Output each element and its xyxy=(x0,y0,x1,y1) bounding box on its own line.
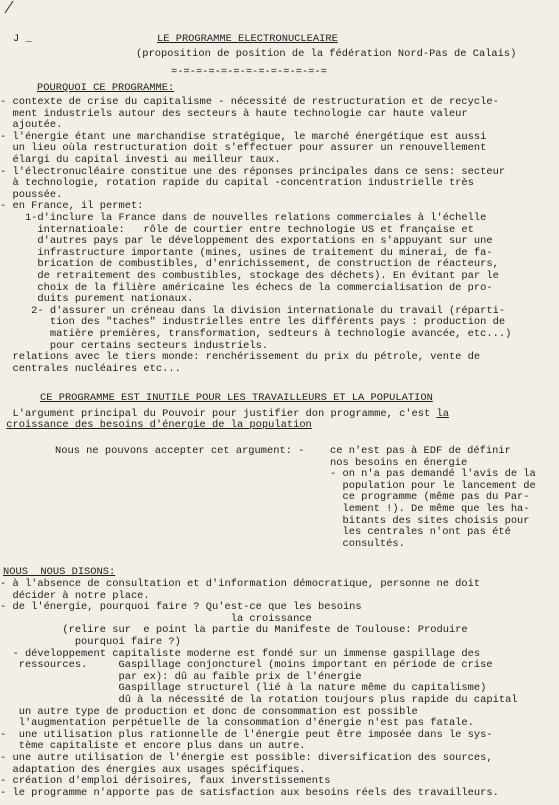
text-line: - de l'énergie, pourquoi faire ? Qu'est-ce que les besoins xyxy=(0,601,362,614)
text-line: Gaspillage structurel (lié à la nature même du capitalisme) xyxy=(0,682,487,695)
text-line: un autre type de production et donc de consommation est possible xyxy=(0,705,418,718)
intro-line-2 xyxy=(0,420,312,431)
text-line: - l'énergie étant une marchandise stratégique, le marché énergétique est aussi xyxy=(0,130,487,143)
text-line: les centrales n'ont pas été xyxy=(330,526,511,539)
text-line: choix de la filière américaine les échecs de la commercialisation de pro- xyxy=(0,281,493,294)
text-line: pourquoi faire ?) xyxy=(0,636,181,648)
text-line: tion des "taches" industrielles entre les différents pays : production de xyxy=(0,316,506,329)
corner-stroke-icon xyxy=(4,0,14,14)
text-line: nos besoins en énergie xyxy=(330,456,468,469)
intro-underlined-1: la xyxy=(436,408,449,420)
text-line: lement !). De même que les ha- xyxy=(330,503,530,515)
text-line: consultés. xyxy=(330,537,405,550)
text-line: matière premières, transformation, sedteurs à technologie avancée, etc...) xyxy=(0,328,512,340)
text-line: population pour le lancement de xyxy=(330,479,536,492)
argument-lead: Nous ne pouvons accepter cet argument: - xyxy=(55,445,305,457)
text-line: centrales nucléaires etc... xyxy=(0,362,181,375)
section-heading-nous-disons: NOUS NOUS DISONS: xyxy=(3,566,116,578)
text-line: infrastructure importante (mines, usines de traitement du minerai, de fa- xyxy=(0,246,493,259)
title-rule: =-=-=-=-=-=-=-=-=-=-=-=-= xyxy=(171,66,327,78)
text-line: - en France, il permet: xyxy=(0,200,144,213)
text-line: - création d'emploi dérisoires, faux inverstissements xyxy=(0,775,331,788)
section-heading-inutile: CE PROGRAMME EST INUTILE POUR LES TRAVAILLEURS ET LA POPULATION xyxy=(40,392,433,404)
text-line: adaptation des énergies aux usages spécifiques. xyxy=(0,763,306,776)
text-line: - développement capitaliste moderne est fondé sur un immense gaspillage des xyxy=(0,647,481,660)
text-line: - une utilisation plus rationnelle de l'énergie peut être imposée dans le sys- xyxy=(0,728,493,741)
intro-underlined-2: croissance des besoins d'énergie de la population xyxy=(6,419,312,431)
text-line: internatioale: rôle de courtier entre technologie US et française et xyxy=(0,223,474,236)
text-line: (relire sur e point la partie du Manifeste de Toulouse: Produire xyxy=(0,624,468,637)
text-line: - on n'a pas demandé l'avis de la xyxy=(330,468,536,481)
text-line: dû à la nécessité de la rotation toujours plus rapide du capital xyxy=(0,694,518,706)
document-title: LE PROGRAMME ELECTRONUCLEAIRE xyxy=(157,33,338,45)
intro-text-1: L'argument principal du Pouvoir pour justifier don programme, c'est xyxy=(0,408,437,420)
text-line: par ex): dû au faible prix de l'énergie xyxy=(0,670,362,683)
text-line: - contexte de crise du capitalisme - nécessité de restructuration et de recycle- xyxy=(0,96,499,108)
text-line: ajoutée. xyxy=(0,119,63,132)
text-line: - à l'absence de consultation et d'information démocratique, personne ne doit xyxy=(0,578,481,590)
text-line: l'augmentation perpétuelle de la consommation d'énergie n'est pas fatale. xyxy=(0,717,474,730)
text-line: ressources. Gaspillage conjoncturel (moins important en période de crise xyxy=(0,659,493,672)
text-line: ce programme (même pas du Par- xyxy=(330,491,530,504)
text-line: élargi du capital investi au meilleur taux. xyxy=(0,154,281,166)
text-line: d'autres pays par le développement des exportations en s'appuyant sur une xyxy=(0,235,493,248)
text-line: relations avec le tiers monde: renchérissement du prix du pétrole, vente de xyxy=(0,351,481,364)
text-line: poussée. xyxy=(0,188,63,201)
text-line: la croissance xyxy=(0,612,312,625)
text-line: tème capitaliste et encore plus dans un autre. xyxy=(0,740,306,753)
text-line: duits purement nationaux. xyxy=(0,293,194,306)
text-line: à technologie, rotation rapide du capital -concentration industrielle très xyxy=(0,177,474,190)
section-heading-pourquoi: POURQUOI CE PROGRAMME: xyxy=(37,82,175,94)
text-line: bitants des sites choisis pour xyxy=(330,514,530,527)
text-line: - une autre utilisation de l'énergie est possible: diversification des sources, xyxy=(0,752,493,764)
text-line: - l'électronucléaire constitue une des réponses principales dans ce sens: secteur xyxy=(0,165,506,178)
text-line: 1-d'inclure la France dans de nouvelles relations commerciales à l'échelle xyxy=(0,212,487,224)
text-line: ce n'est pas à EDF de définir xyxy=(330,445,511,457)
text-line: un lieu oùla restructuration doit s'effectuer pour assurer un renouvellement xyxy=(0,142,487,155)
text-line: 2- d'assurer un créneau dans la division internationale du travail (réparti- xyxy=(0,304,506,317)
text-line: pour certains secteurs industriels. xyxy=(0,339,269,352)
text-line: de retraitement des combustibles, stockage des déchets). En évitant par le xyxy=(0,270,499,282)
text-line: ment industriels autour des secteurs à haute technologie car haute valeur xyxy=(0,107,468,120)
text-line: brication de combustibles, d'enrichissement, de construction de réacteurs, xyxy=(0,258,499,271)
page-mark: J _ xyxy=(13,33,32,45)
document-subtitle: (proposition de position de la fédération Nord-Pas de Calais) xyxy=(136,48,517,60)
text-line: - le programme n'apporte pas de satisfaction aux besoins réels des travailleurs. xyxy=(0,786,499,799)
text-line: décider à notre place. xyxy=(0,589,150,602)
